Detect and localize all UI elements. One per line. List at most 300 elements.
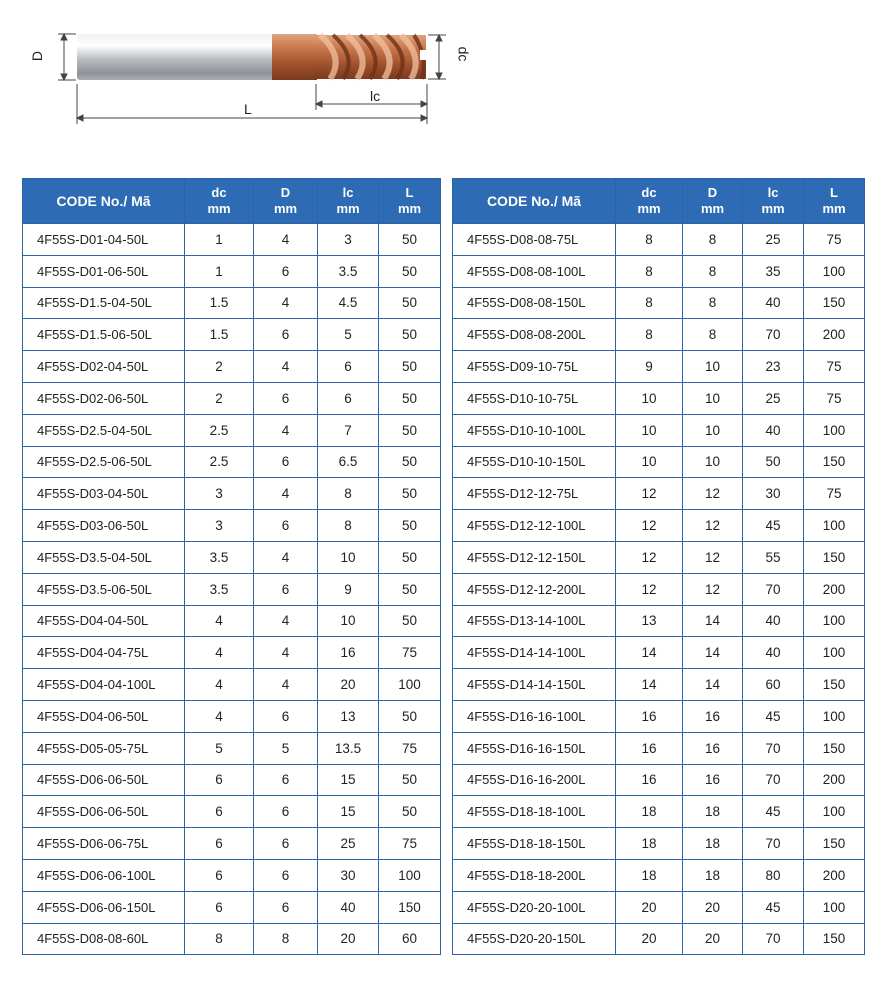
cell-D: 12 xyxy=(683,541,743,573)
cell-code: 4F55S-D16-16-150L xyxy=(453,732,616,764)
cell-L: 100 xyxy=(804,891,865,923)
tool-coated-shank xyxy=(272,34,317,80)
table-row xyxy=(23,382,441,414)
cell-lc: 70 xyxy=(743,319,804,351)
header-code: CODE No./ Mã xyxy=(23,179,185,224)
table-row xyxy=(23,541,441,573)
cell-dc: 20 xyxy=(616,891,683,923)
cell-D: 12 xyxy=(683,573,743,605)
cell-dc: 2 xyxy=(185,382,254,414)
cell-lc: 55 xyxy=(743,541,804,573)
table-row xyxy=(453,573,865,605)
cell-code: 4F55S-D2.5-06-50L xyxy=(23,446,185,478)
cell-dc: 18 xyxy=(616,796,683,828)
cell-L: 150 xyxy=(804,828,865,860)
table-row xyxy=(453,637,865,669)
header-code: CODE No./ Mã xyxy=(453,179,616,224)
cell-L: 75 xyxy=(804,478,865,510)
cell-L: 100 xyxy=(804,637,865,669)
table-row xyxy=(23,510,441,542)
cell-D: 8 xyxy=(683,255,743,287)
cell-D: 8 xyxy=(683,319,743,351)
cell-lc: 25 xyxy=(318,828,379,860)
cell-L: 50 xyxy=(379,224,441,256)
cell-dc: 8 xyxy=(616,255,683,287)
cell-L: 150 xyxy=(804,446,865,478)
tool-shank xyxy=(77,34,275,80)
cell-L: 75 xyxy=(379,732,441,764)
table-row xyxy=(453,891,865,923)
cell-lc: 60 xyxy=(743,669,804,701)
cell-code: 4F55S-D18-18-150L xyxy=(453,828,616,860)
cell-lc: 25 xyxy=(743,224,804,256)
cell-D: 5 xyxy=(254,732,318,764)
cell-D: 6 xyxy=(254,859,318,891)
cell-D: 14 xyxy=(683,605,743,637)
cell-D: 14 xyxy=(683,637,743,669)
table-row xyxy=(453,764,865,796)
cell-D: 18 xyxy=(683,796,743,828)
table-row xyxy=(23,700,441,732)
cell-code: 4F55S-D10-10-100L xyxy=(453,414,616,446)
table-row xyxy=(453,700,865,732)
cell-lc: 10 xyxy=(318,605,379,637)
cell-L: 50 xyxy=(379,478,441,510)
header-D: D mm xyxy=(683,179,743,224)
cell-D: 20 xyxy=(683,891,743,923)
cell-code: 4F55S-D04-06-50L xyxy=(23,700,185,732)
cell-D: 16 xyxy=(683,764,743,796)
cell-L: 100 xyxy=(379,859,441,891)
cell-dc: 10 xyxy=(616,382,683,414)
table-row xyxy=(23,478,441,510)
cell-lc: 50 xyxy=(743,446,804,478)
cell-lc: 45 xyxy=(743,891,804,923)
cell-L: 50 xyxy=(379,255,441,287)
cell-D: 6 xyxy=(254,700,318,732)
cell-code: 4F55S-D06-06-100L xyxy=(23,859,185,891)
cell-lc: 45 xyxy=(743,700,804,732)
table-row xyxy=(23,859,441,891)
cell-dc: 1.5 xyxy=(185,287,254,319)
cell-D: 6 xyxy=(254,510,318,542)
cell-D: 6 xyxy=(254,573,318,605)
table-row xyxy=(23,637,441,669)
cell-code: 4F55S-D04-04-100L xyxy=(23,669,185,701)
header-dc: dc mm xyxy=(185,179,254,224)
table-row xyxy=(23,319,441,351)
cell-code: 4F55S-D20-20-150L xyxy=(453,923,616,955)
cell-code: 4F55S-D3.5-04-50L xyxy=(23,541,185,573)
cell-dc: 6 xyxy=(185,891,254,923)
cell-dc: 2 xyxy=(185,351,254,383)
cell-D: 4 xyxy=(254,351,318,383)
cell-dc: 2.5 xyxy=(185,446,254,478)
table-body-right xyxy=(453,224,865,955)
cell-lc: 16 xyxy=(318,637,379,669)
cell-D: 14 xyxy=(683,669,743,701)
cell-code: 4F55S-D08-08-75L xyxy=(453,224,616,256)
cell-L: 50 xyxy=(379,287,441,319)
cell-D: 4 xyxy=(254,478,318,510)
cell-lc: 15 xyxy=(318,796,379,828)
cell-L: 50 xyxy=(379,382,441,414)
cell-dc: 12 xyxy=(616,573,683,605)
table-row xyxy=(23,446,441,478)
cell-code: 4F55S-D13-14-100L xyxy=(453,605,616,637)
cell-L: 100 xyxy=(804,605,865,637)
cell-dc: 6 xyxy=(185,796,254,828)
cell-D: 18 xyxy=(683,859,743,891)
cell-D: 6 xyxy=(254,764,318,796)
cell-code: 4F55S-D1.5-04-50L xyxy=(23,287,185,319)
table-row xyxy=(453,796,865,828)
cell-lc: 3 xyxy=(318,224,379,256)
cell-code: 4F55S-D14-14-100L xyxy=(453,637,616,669)
label-D: D xyxy=(29,50,46,62)
cell-dc: 3.5 xyxy=(185,541,254,573)
cell-lc: 6 xyxy=(318,351,379,383)
cell-D: 4 xyxy=(254,637,318,669)
table-row xyxy=(23,796,441,828)
cell-code: 4F55S-D01-04-50L xyxy=(23,224,185,256)
cell-lc: 30 xyxy=(743,478,804,510)
header-dc: dc mm xyxy=(616,179,683,224)
cell-D: 6 xyxy=(254,446,318,478)
cell-D: 4 xyxy=(254,414,318,446)
cell-L: 75 xyxy=(379,637,441,669)
cell-lc: 8 xyxy=(318,478,379,510)
cell-code: 4F55S-D1.5-06-50L xyxy=(23,319,185,351)
cell-lc: 5 xyxy=(318,319,379,351)
cell-L: 150 xyxy=(804,669,865,701)
cell-D: 10 xyxy=(683,446,743,478)
cell-lc: 80 xyxy=(743,859,804,891)
cell-dc: 8 xyxy=(185,923,254,955)
cell-lc: 70 xyxy=(743,828,804,860)
end-mill-drawing xyxy=(0,0,887,140)
cell-code: 4F55S-D10-10-150L xyxy=(453,446,616,478)
cell-lc: 40 xyxy=(743,287,804,319)
cell-D: 4 xyxy=(254,605,318,637)
cell-lc: 6 xyxy=(318,382,379,414)
cell-dc: 8 xyxy=(616,224,683,256)
cell-lc: 40 xyxy=(743,605,804,637)
cell-lc: 9 xyxy=(318,573,379,605)
table-row xyxy=(453,446,865,478)
cell-code: 4F55S-D08-08-200L xyxy=(453,319,616,351)
cell-lc: 13.5 xyxy=(318,732,379,764)
cell-lc: 6.5 xyxy=(318,446,379,478)
cell-code: 4F55S-D18-18-200L xyxy=(453,859,616,891)
cell-L: 50 xyxy=(379,541,441,573)
cell-dc: 12 xyxy=(616,478,683,510)
table-row xyxy=(23,351,441,383)
cell-dc: 10 xyxy=(616,446,683,478)
cell-dc: 12 xyxy=(616,541,683,573)
cell-L: 200 xyxy=(804,319,865,351)
cell-lc: 8 xyxy=(318,510,379,542)
table-row xyxy=(23,605,441,637)
table-row xyxy=(23,923,441,955)
cell-dc: 14 xyxy=(616,637,683,669)
cell-D: 6 xyxy=(254,796,318,828)
header-L: L mm xyxy=(379,179,441,224)
cell-code: 4F55S-D18-18-100L xyxy=(453,796,616,828)
label-L: L xyxy=(244,101,252,117)
cell-lc: 70 xyxy=(743,764,804,796)
spec-table-left xyxy=(22,178,441,955)
cell-L: 100 xyxy=(379,669,441,701)
table-row xyxy=(453,828,865,860)
table-row xyxy=(23,255,441,287)
cell-dc: 5 xyxy=(185,732,254,764)
cell-D: 8 xyxy=(254,923,318,955)
table-row xyxy=(23,764,441,796)
cell-L: 50 xyxy=(379,351,441,383)
cell-code: 4F55S-D10-10-75L xyxy=(453,382,616,414)
cell-L: 150 xyxy=(804,287,865,319)
cell-D: 16 xyxy=(683,700,743,732)
cell-lc: 25 xyxy=(743,382,804,414)
table-row xyxy=(453,669,865,701)
table-row xyxy=(453,510,865,542)
cell-D: 20 xyxy=(683,923,743,955)
cell-code: 4F55S-D09-10-75L xyxy=(453,351,616,383)
header-lc: lc mm xyxy=(743,179,804,224)
table-header-row xyxy=(23,179,441,224)
table-row xyxy=(23,828,441,860)
label-dc: dc xyxy=(455,46,472,62)
cell-L: 200 xyxy=(804,859,865,891)
cell-dc: 3 xyxy=(185,510,254,542)
cell-dc: 6 xyxy=(185,764,254,796)
spec-table-right xyxy=(452,178,865,955)
cell-code: 4F55S-D3.5-06-50L xyxy=(23,573,185,605)
cell-lc: 10 xyxy=(318,541,379,573)
table-row xyxy=(453,255,865,287)
cell-D: 6 xyxy=(254,891,318,923)
cell-D: 10 xyxy=(683,414,743,446)
cell-code: 4F55S-D02-06-50L xyxy=(23,382,185,414)
cell-L: 50 xyxy=(379,446,441,478)
cell-dc: 12 xyxy=(616,510,683,542)
cell-L: 200 xyxy=(804,573,865,605)
cell-D: 4 xyxy=(254,224,318,256)
cell-dc: 4 xyxy=(185,605,254,637)
table-row xyxy=(453,224,865,256)
cell-code: 4F55S-D06-06-75L xyxy=(23,828,185,860)
cell-lc: 4.5 xyxy=(318,287,379,319)
cell-L: 50 xyxy=(379,700,441,732)
cell-code: 4F55S-D14-14-150L xyxy=(453,669,616,701)
cell-lc: 15 xyxy=(318,764,379,796)
table-row xyxy=(453,382,865,414)
cell-lc: 45 xyxy=(743,796,804,828)
cell-dc: 1 xyxy=(185,255,254,287)
cell-D: 6 xyxy=(254,319,318,351)
cell-L: 100 xyxy=(804,255,865,287)
cell-L: 75 xyxy=(804,382,865,414)
table-row xyxy=(453,319,865,351)
table-row xyxy=(453,478,865,510)
cell-L: 100 xyxy=(804,510,865,542)
cell-L: 150 xyxy=(379,891,441,923)
cell-D: 12 xyxy=(683,510,743,542)
cell-code: 4F55S-D04-04-50L xyxy=(23,605,185,637)
cell-L: 60 xyxy=(379,923,441,955)
cell-dc: 4 xyxy=(185,700,254,732)
cell-dc: 2.5 xyxy=(185,414,254,446)
cell-code: 4F55S-D03-04-50L xyxy=(23,478,185,510)
cell-code: 4F55S-D03-06-50L xyxy=(23,510,185,542)
table-row xyxy=(23,669,441,701)
table-row xyxy=(453,732,865,764)
cell-L: 100 xyxy=(804,414,865,446)
cell-code: 4F55S-D12-12-100L xyxy=(453,510,616,542)
label-lc: lc xyxy=(370,88,381,104)
cell-lc: 35 xyxy=(743,255,804,287)
cell-dc: 13 xyxy=(616,605,683,637)
cell-code: 4F55S-D16-16-100L xyxy=(453,700,616,732)
cell-code: 4F55S-D06-06-50L xyxy=(23,764,185,796)
cell-D: 16 xyxy=(683,732,743,764)
cell-D: 6 xyxy=(254,382,318,414)
table-row xyxy=(453,541,865,573)
cell-L: 150 xyxy=(804,732,865,764)
cell-lc: 45 xyxy=(743,510,804,542)
tool-flutes xyxy=(314,35,428,79)
cell-code: 4F55S-D2.5-04-50L xyxy=(23,414,185,446)
cell-lc: 20 xyxy=(318,669,379,701)
table-header-row xyxy=(453,179,865,224)
cell-dc: 6 xyxy=(185,828,254,860)
cell-dc: 16 xyxy=(616,764,683,796)
cell-dc: 3 xyxy=(185,478,254,510)
cell-code: 4F55S-D12-12-75L xyxy=(453,478,616,510)
table-row xyxy=(453,287,865,319)
cell-D: 10 xyxy=(683,382,743,414)
cell-lc: 40 xyxy=(743,414,804,446)
cell-code: 4F55S-D05-05-75L xyxy=(23,732,185,764)
cell-L: 50 xyxy=(379,510,441,542)
cell-D: 8 xyxy=(683,287,743,319)
table-row xyxy=(453,859,865,891)
cell-D: 4 xyxy=(254,669,318,701)
cell-D: 4 xyxy=(254,287,318,319)
cell-lc: 40 xyxy=(743,637,804,669)
table-row xyxy=(23,414,441,446)
cell-lc: 23 xyxy=(743,351,804,383)
table-row xyxy=(23,224,441,256)
cell-dc: 9 xyxy=(616,351,683,383)
end-mill-diagram xyxy=(0,0,887,140)
cell-code: 4F55S-D08-08-100L xyxy=(453,255,616,287)
cell-lc: 13 xyxy=(318,700,379,732)
cell-dc: 1 xyxy=(185,224,254,256)
cell-L: 75 xyxy=(804,351,865,383)
cell-lc: 7 xyxy=(318,414,379,446)
cell-dc: 16 xyxy=(616,700,683,732)
cell-dc: 10 xyxy=(616,414,683,446)
cell-L: 100 xyxy=(804,796,865,828)
cell-code: 4F55S-D01-06-50L xyxy=(23,255,185,287)
cell-D: 10 xyxy=(683,351,743,383)
cell-code: 4F55S-D20-20-100L xyxy=(453,891,616,923)
table-row xyxy=(23,891,441,923)
cell-code: 4F55S-D16-16-200L xyxy=(453,764,616,796)
table-row xyxy=(23,287,441,319)
cell-dc: 4 xyxy=(185,669,254,701)
cell-L: 75 xyxy=(804,224,865,256)
table-row xyxy=(453,351,865,383)
table-row xyxy=(23,573,441,605)
cell-L: 200 xyxy=(804,764,865,796)
cell-code: 4F55S-D12-12-150L xyxy=(453,541,616,573)
cell-code: 4F55S-D08-08-60L xyxy=(23,923,185,955)
cell-L: 150 xyxy=(804,923,865,955)
cell-lc: 40 xyxy=(318,891,379,923)
cell-code: 4F55S-D06-06-150L xyxy=(23,891,185,923)
cell-L: 50 xyxy=(379,573,441,605)
cell-dc: 1.5 xyxy=(185,319,254,351)
header-D: D mm xyxy=(254,179,318,224)
table-row xyxy=(23,732,441,764)
cell-L: 50 xyxy=(379,319,441,351)
cell-dc: 3.5 xyxy=(185,573,254,605)
header-L: L mm xyxy=(804,179,865,224)
cell-dc: 20 xyxy=(616,923,683,955)
table-row xyxy=(453,605,865,637)
cell-code: 4F55S-D12-12-200L xyxy=(453,573,616,605)
cell-D: 6 xyxy=(254,255,318,287)
cell-dc: 8 xyxy=(616,319,683,351)
cell-code: 4F55S-D02-04-50L xyxy=(23,351,185,383)
cell-L: 150 xyxy=(804,541,865,573)
cell-lc: 70 xyxy=(743,732,804,764)
cell-lc: 20 xyxy=(318,923,379,955)
cell-D: 8 xyxy=(683,224,743,256)
cell-L: 50 xyxy=(379,414,441,446)
cell-lc: 3.5 xyxy=(318,255,379,287)
cell-dc: 16 xyxy=(616,732,683,764)
cell-D: 4 xyxy=(254,541,318,573)
table-row xyxy=(453,923,865,955)
cell-L: 50 xyxy=(379,605,441,637)
cell-code: 4F55S-D06-06-50L xyxy=(23,796,185,828)
cell-code: 4F55S-D08-08-150L xyxy=(453,287,616,319)
cell-dc: 4 xyxy=(185,637,254,669)
cell-lc: 30 xyxy=(318,859,379,891)
cell-D: 18 xyxy=(683,828,743,860)
header-lc: lc mm xyxy=(318,179,379,224)
cell-D: 6 xyxy=(254,828,318,860)
cell-dc: 18 xyxy=(616,859,683,891)
table-row xyxy=(453,414,865,446)
cell-L: 50 xyxy=(379,796,441,828)
table-body-left xyxy=(23,224,441,955)
cell-L: 50 xyxy=(379,764,441,796)
cell-lc: 70 xyxy=(743,573,804,605)
cell-dc: 18 xyxy=(616,828,683,860)
cell-dc: 8 xyxy=(616,287,683,319)
cell-code: 4F55S-D04-04-75L xyxy=(23,637,185,669)
cell-D: 12 xyxy=(683,478,743,510)
cell-lc: 70 xyxy=(743,923,804,955)
cell-dc: 14 xyxy=(616,669,683,701)
cell-dc: 6 xyxy=(185,859,254,891)
cell-L: 100 xyxy=(804,700,865,732)
